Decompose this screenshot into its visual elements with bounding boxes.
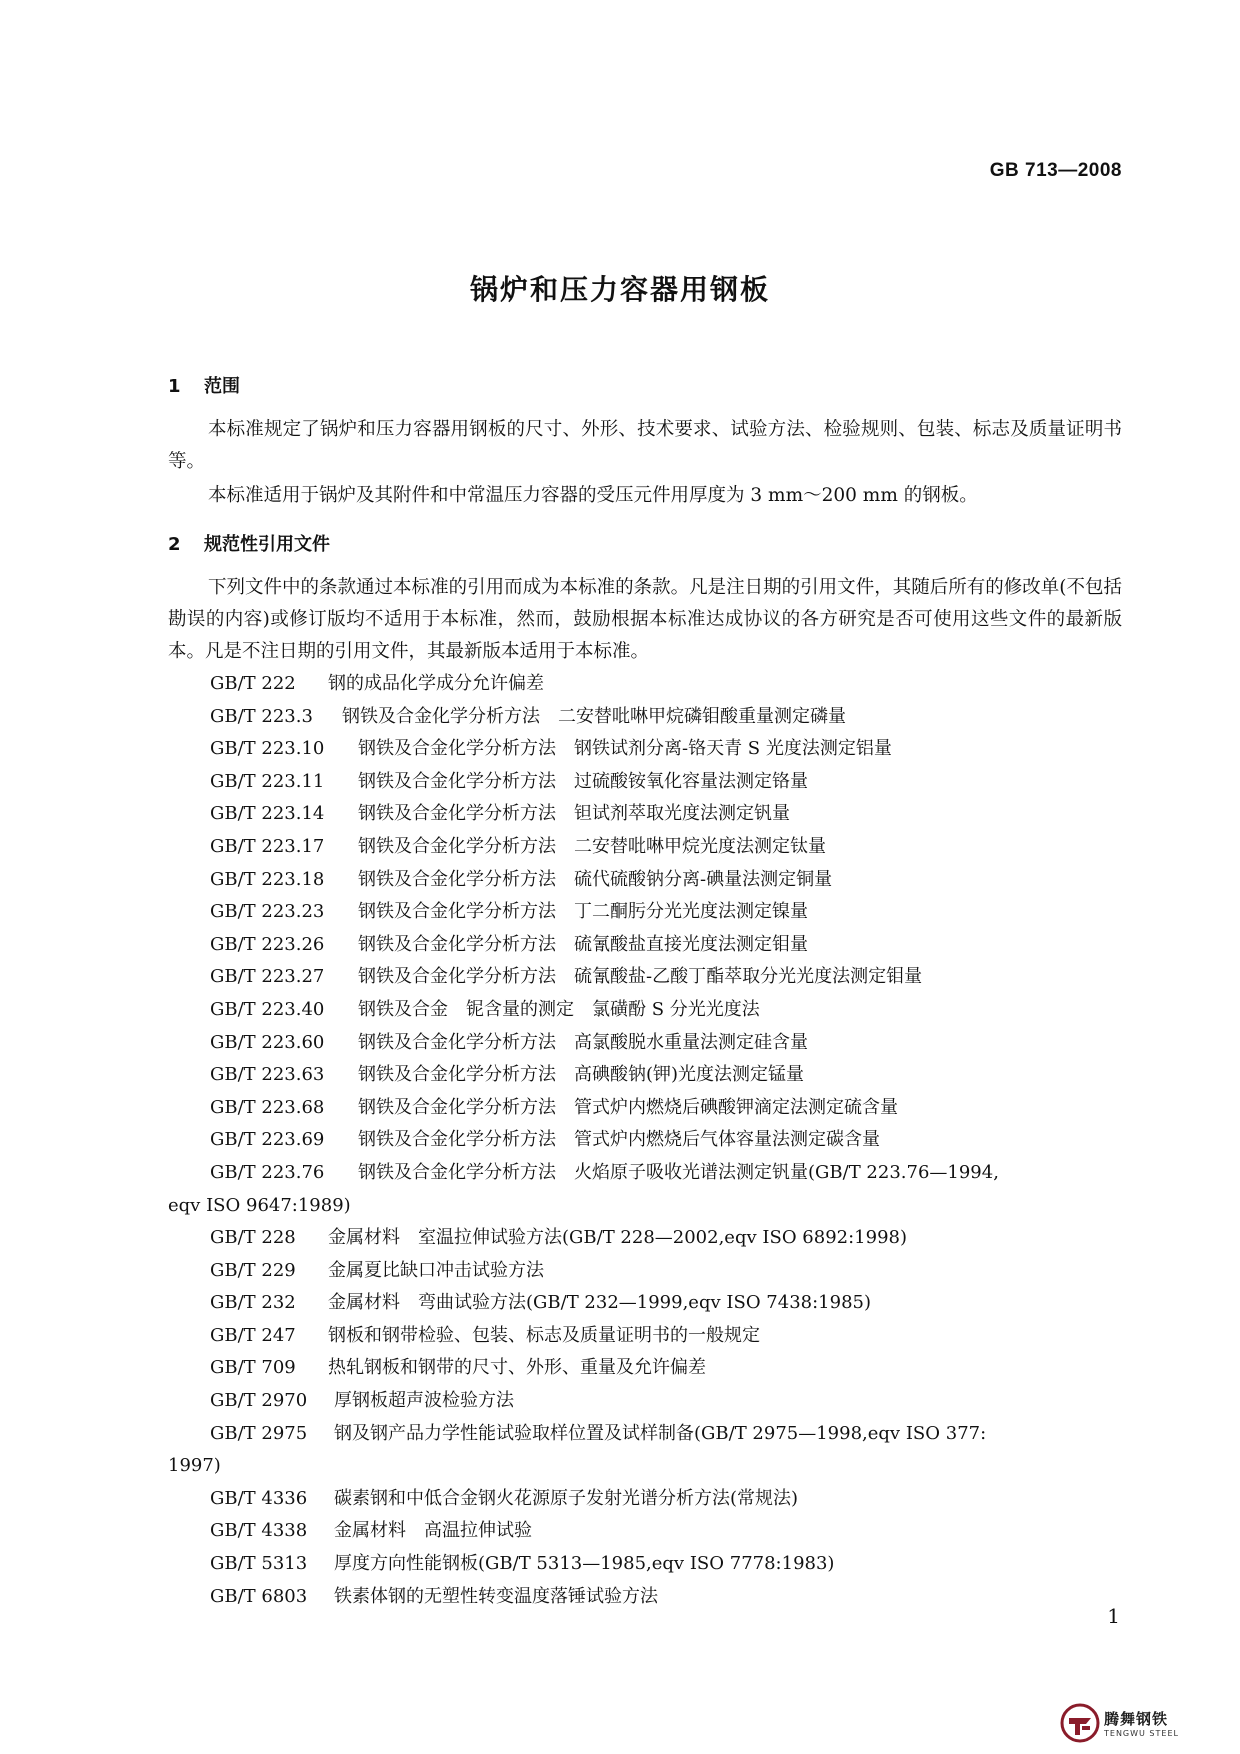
reference-item xyxy=(168,733,1128,766)
reference-code: GB/T 223.14 xyxy=(210,803,325,825)
reference-code: GB/T 223.40 xyxy=(210,998,325,1020)
reference-code: GB/T 4336 xyxy=(210,1487,308,1509)
reference-item xyxy=(168,1092,1128,1125)
reference-code: GB/T 223.17 xyxy=(210,835,325,857)
reference-code: GB/T 229 xyxy=(210,1259,296,1281)
reference-item xyxy=(168,896,1128,929)
document-title: 锅炉和压力容器用钢板 xyxy=(469,273,770,306)
section-1-number: 1 xyxy=(168,376,181,397)
reference-code: GB/T 223.23 xyxy=(210,901,325,923)
reference-code: GB/T 223.27 xyxy=(210,966,325,988)
tengwu-logo-icon xyxy=(1060,1703,1100,1743)
reference-item xyxy=(168,1352,1128,1385)
reference-item xyxy=(168,1483,1128,1516)
reference-title: 钢铁及合金化学分析方法 硫氰酸盐直接光度法测定钼量 xyxy=(358,933,808,955)
reference-item xyxy=(168,1548,1128,1581)
reference-title: 厚钢板超声波检验方法 xyxy=(334,1390,514,1412)
reference-item xyxy=(168,701,1128,734)
section-2-number: 2 xyxy=(168,534,181,555)
logo-name-en: TENGWU STEEL xyxy=(1104,1729,1179,1738)
reference-item xyxy=(168,864,1128,897)
reference-title: 钢及钢产品力学性能试验取样位置及试样制备(GB/T 2975—1998,eqv ISO 377: xyxy=(334,1422,987,1444)
reference-item xyxy=(168,1222,1128,1255)
reference-code: GB/T 223.3 xyxy=(210,705,313,727)
reference-item xyxy=(168,1515,1128,1548)
reference-item xyxy=(168,1385,1128,1418)
reference-item xyxy=(168,1059,1128,1092)
reference-list xyxy=(168,668,1128,1613)
reference-code: GB/T 6803 xyxy=(210,1585,308,1607)
reference-code: GB/T 2975 xyxy=(210,1422,308,1444)
reference-item xyxy=(168,1255,1128,1288)
section-1-paragraph-2: 本标准适用于锅炉及其附件和中常温压力容器的受压元件用厚度为 3 mm～200 mm 的钢板。 xyxy=(208,485,978,506)
reference-item xyxy=(168,668,1128,701)
section-1-title: 范围 xyxy=(204,376,240,397)
reference-title: 钢铁及合金化学分析方法 高碘酸钠(钾)光度法测定锰量 xyxy=(358,1064,805,1086)
reference-title: 金属材料 高温拉伸试验 xyxy=(334,1520,532,1542)
reference-item xyxy=(168,1287,1128,1320)
reference-title: 钢板和钢带检验、包装、标志及质量证明书的一般规定 xyxy=(328,1324,760,1346)
reference-code: GB/T 223.11 xyxy=(210,770,325,792)
reference-item xyxy=(168,929,1128,962)
reference-code: GB/T 223.26 xyxy=(210,933,325,955)
footer-logo xyxy=(1060,1700,1210,1746)
reference-title: 金属夏比缺口冲击试验方法 xyxy=(328,1259,544,1281)
reference-title: 钢铁及合金化学分析方法 钽试剂萃取光度法测定钒量 xyxy=(358,803,790,825)
reference-title: 厚度方向性能钢板(GB/T 5313—1985,eqv ISO 7778:1983) xyxy=(334,1553,835,1575)
reference-item xyxy=(168,994,1128,1027)
section-2-intro: 下列文件中的条款通过本标准的引用而成为本标准的条款。凡是注日期的引用文件，其随后所有的修改单(不包括勘误的内容)或修订版均不适用于本标准，然而，鼓励根据本标准达成协议的各方研究是否可使用这些文件的最新版本。凡是不注日期的引用文件，其最新版本适用于本标准。 xyxy=(168,577,1122,662)
reference-title: 铁素体钢的无塑性转变温度落锤试验方法 xyxy=(334,1585,658,1607)
reference-code: GB/T 223.60 xyxy=(210,1031,325,1053)
reference-item xyxy=(168,798,1128,831)
reference-title: 钢铁及合金化学分析方法 钢铁试剂分离-铬天青 S 光度法测定铝量 xyxy=(358,738,892,760)
reference-title: 钢铁及合金化学分析方法 火焰原子吸收光谱法测定钒量(GB/T 223.76—1994, xyxy=(358,1161,999,1183)
reference-item xyxy=(168,1157,1128,1222)
reference-title: 钢铁及合金 铌含量的测定 氯磺酚 S 分光光度法 xyxy=(358,998,760,1020)
reference-title: 钢铁及合金化学分析方法 高氯酸脱水重量法测定硅含量 xyxy=(358,1031,808,1053)
standard-number: GB 713—2008 xyxy=(989,160,1122,181)
reference-code: GB/T 247 xyxy=(210,1324,296,1346)
section-1-paragraph-1: 本标准规定了锅炉和压力容器用钢板的尺寸、外形、技术要求、试验方法、检验规则、包装、标志及质量证明书等。 xyxy=(168,419,1122,472)
reference-title-continuation: eqv ISO 9647:1989) xyxy=(168,1194,351,1216)
reference-code: GB/T 5313 xyxy=(210,1553,308,1575)
reference-code: GB/T 223.10 xyxy=(210,738,325,760)
reference-title: 钢铁及合金化学分析方法 丁二酮肟分光光度法测定镍量 xyxy=(358,901,808,923)
reference-title: 热轧钢板和钢带的尺寸、外形、重量及允许偏差 xyxy=(328,1357,706,1379)
reference-title: 钢铁及合金化学分析方法 管式炉内燃烧后碘酸钾滴定法测定硫含量 xyxy=(358,1096,898,1118)
reference-code: GB/T 4338 xyxy=(210,1520,308,1542)
logo-name-cn: 腾舞钢铁 xyxy=(1104,1710,1169,1728)
reference-title: 金属材料 弯曲试验方法(GB/T 232—1999,eqv ISO 7438:1985) xyxy=(328,1292,871,1314)
reference-code: GB/T 228 xyxy=(210,1227,296,1249)
reference-title-continuation: 1997) xyxy=(168,1455,221,1477)
reference-title: 钢铁及合金化学分析方法 硫代硫酸钠分离-碘量法测定铜量 xyxy=(358,868,833,890)
reference-title: 钢铁及合金化学分析方法 二安替吡啉甲烷磷钼酸重量测定磷量 xyxy=(342,705,846,727)
reference-item xyxy=(168,831,1128,864)
section-2-heading xyxy=(168,530,330,556)
reference-title: 金属材料 室温拉伸试验方法(GB/T 228—2002,eqv ISO 6892:1998) xyxy=(328,1227,907,1249)
reference-code: GB/T 222 xyxy=(210,673,296,694)
reference-code: GB/T 709 xyxy=(210,1357,296,1379)
reference-title: 钢铁及合金化学分析方法 二安替吡啉甲烷光度法测定钛量 xyxy=(358,835,826,857)
reference-title: 碳素钢和中低合金钢火花源原子发射光谱分析方法(常规法) xyxy=(334,1487,799,1509)
section-1-heading xyxy=(168,372,240,398)
reference-title: 钢的成品化学成分允许偏差 xyxy=(328,673,544,694)
reference-item xyxy=(168,1027,1128,1060)
reference-item xyxy=(168,1320,1128,1353)
reference-code: GB/T 232 xyxy=(210,1292,296,1314)
reference-item xyxy=(168,1124,1128,1157)
reference-title: 钢铁及合金化学分析方法 过硫酸铵氧化容量法测定铬量 xyxy=(358,770,808,792)
reference-title: 钢铁及合金化学分析方法 硫氰酸盐-乙酸丁酯萃取分光光度法测定钼量 xyxy=(358,966,923,988)
reference-code: GB/T 223.18 xyxy=(210,868,325,890)
reference-code: GB/T 223.76 xyxy=(210,1161,325,1183)
reference-title: 钢铁及合金化学分析方法 管式炉内燃烧后气体容量法测定碳含量 xyxy=(358,1129,880,1151)
reference-code: GB/T 223.68 xyxy=(210,1096,325,1118)
page-number: 1 xyxy=(1107,1604,1120,1628)
reference-item xyxy=(168,961,1128,994)
reference-item xyxy=(168,766,1128,799)
section-2-title: 规范性引用文件 xyxy=(204,534,330,555)
reference-code: GB/T 2970 xyxy=(210,1390,308,1412)
reference-code: GB/T 223.69 xyxy=(210,1129,325,1151)
reference-item xyxy=(168,1418,1128,1483)
reference-item xyxy=(168,1581,1128,1614)
reference-code: GB/T 223.63 xyxy=(210,1064,325,1086)
